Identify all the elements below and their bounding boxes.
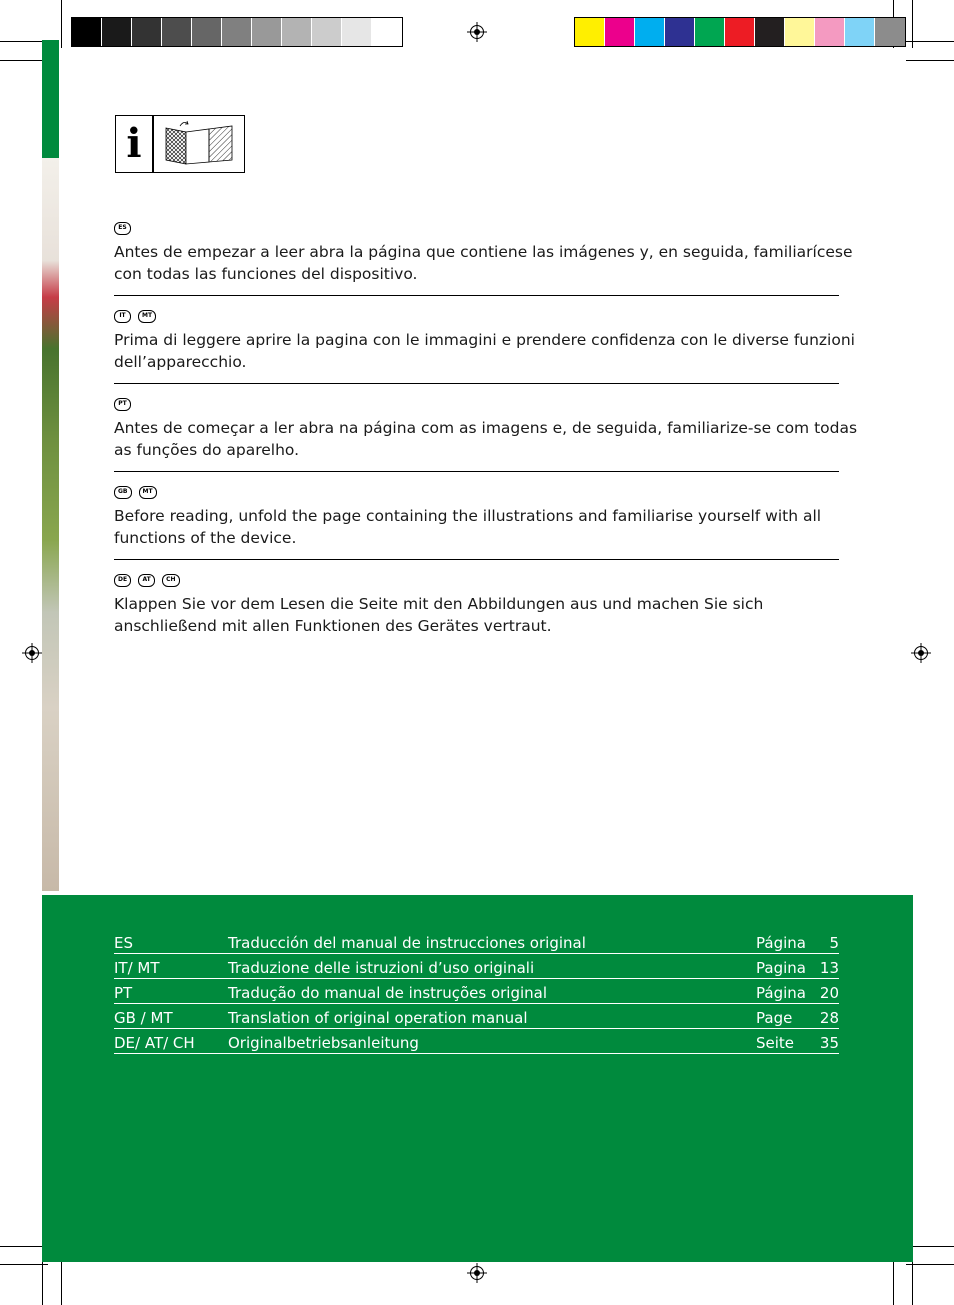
toc-page-number: 28 bbox=[812, 1004, 839, 1029]
language-badge: ES bbox=[114, 222, 131, 235]
divider bbox=[114, 383, 839, 384]
toc-language: ES bbox=[114, 929, 228, 954]
toc-page-word: Página bbox=[756, 929, 812, 954]
toc-language: DE/ AT/ CH bbox=[114, 1029, 228, 1054]
toc-language: GB / MT bbox=[114, 1004, 228, 1029]
language-badge: AT bbox=[138, 574, 155, 587]
section-gb-mt bbox=[114, 486, 864, 549]
info-icon bbox=[115, 115, 153, 173]
divider bbox=[114, 559, 839, 560]
color-swatch bbox=[695, 18, 725, 46]
toc-language: PT bbox=[114, 979, 228, 1004]
color-swatch bbox=[102, 18, 132, 46]
color-swatch bbox=[132, 18, 162, 46]
toc-title: Originalbetriebsanleitung bbox=[228, 1029, 756, 1054]
section-text: Antes de começar a ler abra na página com as imagens e, de seguida, familiarize-se com todas as funções do aparelho. bbox=[114, 419, 858, 459]
toc-page-number: 35 bbox=[812, 1029, 839, 1054]
contents-table bbox=[114, 929, 839, 1054]
section-it-mt bbox=[114, 310, 864, 373]
language-badges bbox=[114, 486, 864, 499]
registration-mark-icon bbox=[467, 1263, 487, 1283]
language-badges bbox=[114, 398, 864, 411]
table-row[interactable] bbox=[114, 929, 839, 954]
color-swatch bbox=[845, 18, 875, 46]
crop-mark bbox=[906, 60, 954, 61]
section-es bbox=[114, 222, 864, 285]
color-swatch bbox=[192, 18, 222, 46]
section-text: Before reading, unfold the page containing the illustrations and familiarise yourself with all functions of the device. bbox=[114, 507, 822, 547]
section-text: Klappen Sie vor dem Lesen die Seite mit den Abbildungen aus und machen Sie sich anschließend mit allen Funktionen des Gerätes vertraut. bbox=[114, 595, 764, 635]
color-swatch bbox=[252, 18, 282, 46]
toc-page-word: Pagina bbox=[756, 954, 812, 979]
toc-page-word: Page bbox=[756, 1004, 812, 1029]
crop-mark bbox=[893, 1257, 894, 1305]
color-swatch bbox=[755, 18, 785, 46]
section-text: Prima di leggere aprire la pagina con le immagini e prendere confidenza con le diverse funzioni dell’apparecchio. bbox=[114, 331, 855, 371]
divider bbox=[114, 471, 839, 472]
toc-title: Traduzione delle istruzioni d’uso originali bbox=[228, 954, 756, 979]
language-badges bbox=[114, 310, 864, 323]
crop-mark bbox=[0, 41, 48, 42]
language-badges bbox=[114, 574, 864, 587]
table-row[interactable] bbox=[114, 1029, 839, 1054]
color-swatch bbox=[312, 18, 342, 46]
color-swatch bbox=[875, 18, 905, 46]
color-swatch bbox=[575, 18, 605, 46]
toc-title: Translation of original operation manual bbox=[228, 1004, 756, 1029]
crop-mark bbox=[906, 1246, 954, 1247]
color-swatch bbox=[282, 18, 312, 46]
color-swatch bbox=[342, 18, 372, 46]
color-swatch bbox=[785, 18, 815, 46]
registration-mark-icon bbox=[22, 643, 42, 663]
color-swatch bbox=[162, 18, 192, 46]
color-swatch bbox=[372, 18, 402, 46]
language-badge: PT bbox=[114, 398, 131, 411]
crop-mark bbox=[0, 1246, 48, 1247]
language-badge: IT bbox=[114, 310, 131, 323]
table-row[interactable] bbox=[114, 1004, 839, 1029]
section-text: Antes de empezar a leer abra la página que contiene las imágenes y, en seguida, familiarícese con todas las funciones del dispositivo. bbox=[114, 243, 853, 283]
unfold-page-icon bbox=[153, 115, 245, 173]
section-de-at-ch bbox=[114, 574, 864, 637]
color-swatch bbox=[725, 18, 755, 46]
toc-page-number: 5 bbox=[812, 929, 839, 954]
registration-mark-icon bbox=[467, 22, 487, 42]
toc-title: Tradução do manual de instruções original bbox=[228, 979, 756, 1004]
registration-mark-icon bbox=[911, 643, 931, 663]
color-swatch bbox=[635, 18, 665, 46]
toc-page-number: 13 bbox=[812, 954, 839, 979]
crop-mark bbox=[61, 0, 62, 48]
language-badge: CH bbox=[162, 574, 179, 587]
toc-language: IT/ MT bbox=[114, 954, 228, 979]
grayscale-color-bar bbox=[71, 17, 403, 47]
color-swatch bbox=[72, 18, 102, 46]
section-pt bbox=[114, 398, 864, 461]
color-swatch bbox=[605, 18, 635, 46]
toc-page-word: Página bbox=[756, 979, 812, 1004]
color-swatch bbox=[222, 18, 252, 46]
language-badges bbox=[114, 222, 864, 235]
garden-photo-strip bbox=[42, 158, 59, 891]
toc-title: Traducción del manual de instrucciones original bbox=[228, 929, 756, 954]
unfold-page-icon bbox=[154, 116, 244, 172]
crop-mark bbox=[0, 1264, 48, 1265]
language-badge: DE bbox=[114, 574, 131, 587]
color-swatch bbox=[665, 18, 695, 46]
language-badge: MT bbox=[139, 486, 157, 499]
crop-mark bbox=[906, 41, 954, 42]
divider bbox=[114, 295, 839, 296]
color-swatch bbox=[815, 18, 845, 46]
process-color-bar bbox=[574, 17, 906, 47]
crop-mark bbox=[906, 1264, 954, 1265]
table-row[interactable] bbox=[114, 954, 839, 979]
crop-mark bbox=[61, 1257, 62, 1305]
green-edge-strip bbox=[42, 40, 59, 158]
crop-mark bbox=[0, 60, 48, 61]
toc-page-word: Seite bbox=[756, 1029, 812, 1054]
table-row[interactable] bbox=[114, 979, 839, 1004]
toc-page-number: 20 bbox=[812, 979, 839, 1004]
info-letter: i bbox=[126, 120, 142, 167]
language-badge: MT bbox=[138, 310, 156, 323]
language-badge: GB bbox=[114, 486, 132, 499]
